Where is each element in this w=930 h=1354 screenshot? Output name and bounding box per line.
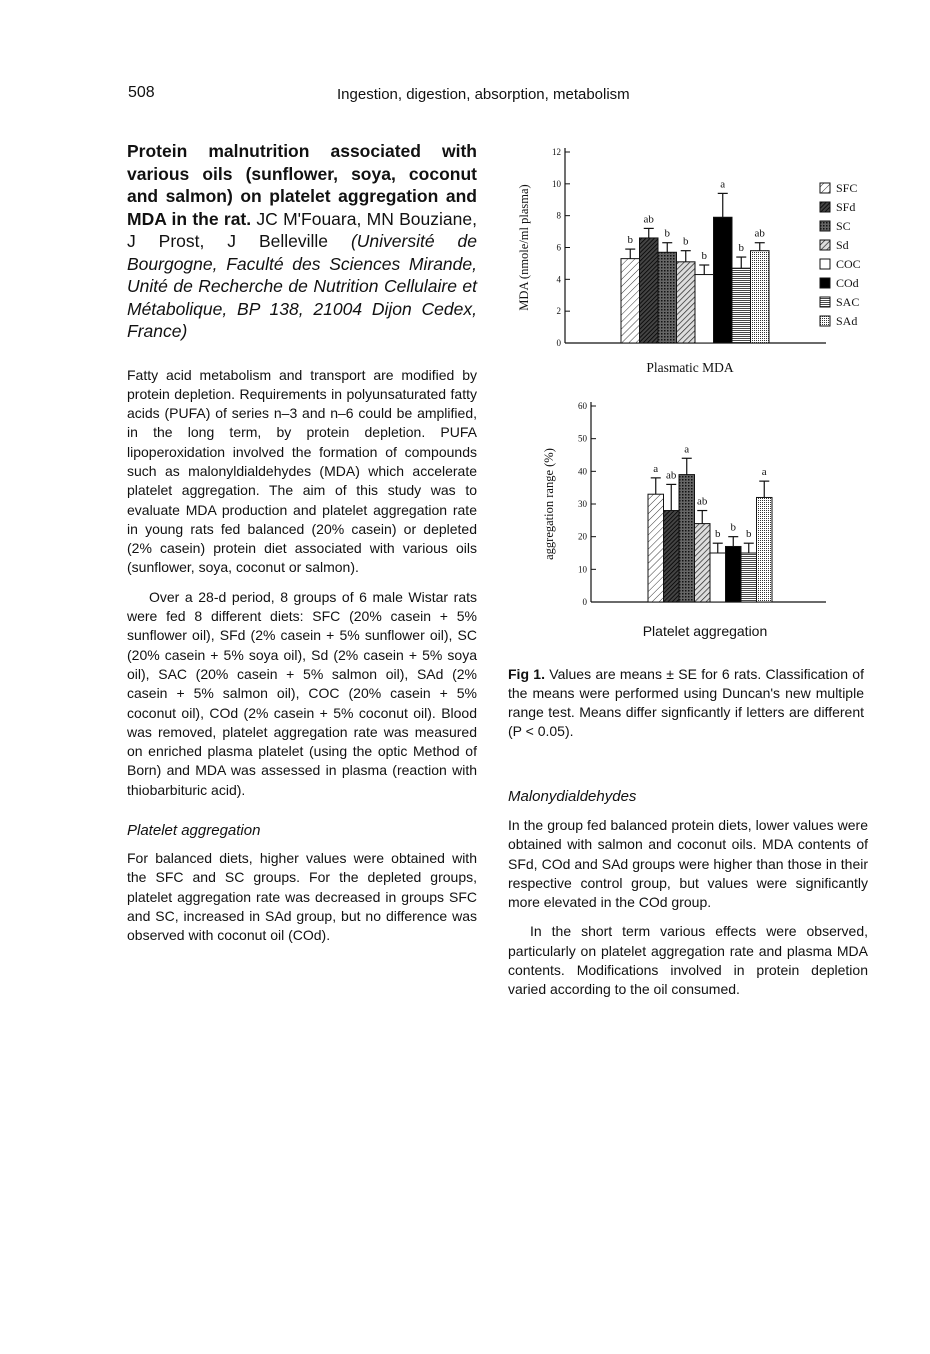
chart-title: Plasmatic MDA [646, 360, 734, 375]
significance-letter: a [720, 178, 726, 191]
mda-paragraph-2: In the short term various effects were observed, particularly on platelet aggregation rate and plasma MDA contents. Modifications involved in protein depletion varied according to the oil consumed. [508, 923, 868, 998]
bar-sd [695, 524, 711, 602]
left-column [127, 140, 477, 946]
article-authors: JC M'Fouara, MN Bouziane, J Prost, J Belleville [127, 208, 477, 251]
bar-sc [658, 252, 677, 343]
significance-letter: b [683, 235, 689, 248]
significance-letter: b [664, 227, 670, 240]
article-title-block [127, 140, 477, 343]
y-tick-label: 8 [556, 210, 561, 221]
y-tick-label: 30 [578, 499, 587, 509]
figure-platelet [508, 392, 868, 647]
legend-label: SFd [836, 200, 856, 214]
legend-swatch [820, 259, 830, 269]
legend-swatch [820, 221, 830, 231]
legend-label: SAC [836, 295, 860, 309]
bar-sfc [621, 259, 640, 343]
significance-letter: b [738, 242, 744, 255]
legend-swatch [820, 316, 830, 326]
bar-sad [751, 251, 770, 343]
figure-caption-text: Values are means ± SE for 6 rats. Classification of the means were performed using Duncan's new multiple range test. Means differ signficantly if letters are different (P < 0.05). [508, 666, 864, 739]
legend-label: SAd [836, 314, 858, 328]
legend-swatch [820, 202, 830, 212]
section-heading-mda: Malonydialdehydes [508, 788, 637, 805]
significance-letter: b [746, 528, 752, 541]
legend-label: SC [836, 219, 851, 233]
y-tick-label: 40 [578, 466, 587, 477]
legend-swatch [820, 278, 830, 288]
y-tick-label: 50 [578, 433, 587, 444]
significance-letter: b [701, 250, 707, 263]
y-axis-title: aggregation range (%) [542, 448, 556, 560]
bar-sd [677, 262, 696, 343]
article-title: Protein malnutrition associated with various oils (sunflower, soya, coconut and salmon) on platelet aggregation and MDA in the rat. [127, 141, 477, 229]
significance-letter: b [730, 521, 736, 534]
y-tick-label: 0 [582, 597, 587, 607]
significance-letter: ab [697, 495, 708, 508]
y-tick-label: 4 [556, 274, 561, 285]
mda-chart-svg [508, 138, 868, 388]
platelet-paragraph: For balanced diets, higher values were obtained with the SFC and SC groups. For the depleted groups, platelet aggregation rate was decreased in groups SFC and SC, increased in SAd group, but no difference was observed with coconut oil (COd). [127, 850, 477, 944]
significance-letter: ab [754, 227, 765, 240]
bar-sac [741, 553, 757, 602]
significance-letter: a [684, 443, 690, 456]
mda-paragraph-1: In the group fed balanced protein diets, lower values were obtained with salmon and coconut oils. MDA contents of SFd, COd and SAd groups were higher than those in their respective control group, but values were significantly more elevated in the COd group. [508, 817, 868, 911]
y-tick-label: 20 [578, 531, 587, 542]
y-tick-label: 2 [556, 306, 561, 317]
bar-sfd [664, 511, 680, 602]
legend-label: COd [836, 276, 859, 290]
methods-paragraph: Over a 28-d period, 8 groups of 6 male Wistar rats were fed 8 different diets: SFC (20% casein + 5% sunflower oil), SFd (2% casein + 5% sunflower oil), SC (20% casein + 5% soya oil), Sd (2% casein + 5% soya oil), SAC (20% casein + 5% salmon oil), SAd (2% casein + 5% salmon oil), COC (20% casein + 5% coconut oil), COd (2% casein + 5% coconut oil). Blood was removed, platelet aggregation rate was measured on enriched plasma platelet (using the optic Method of Born) and MDA was assessed in plasma (reaction with thiobarbituric acid). [127, 588, 477, 798]
significance-letter: ab [643, 213, 654, 226]
bar-cod [714, 217, 733, 343]
y-axis-title: MDA (nmole/ml plasma) [517, 184, 531, 311]
legend-swatch [820, 183, 830, 193]
bar-coc [695, 275, 714, 343]
significance-letter: b [627, 234, 633, 247]
y-tick-label: 6 [556, 242, 561, 253]
running-header: Ingestion, digestion, absorption, metabolism [337, 86, 630, 103]
significance-letter: a [761, 466, 767, 479]
significance-letter: ab [666, 469, 677, 482]
bar-sfd [640, 238, 659, 343]
bar-sac [732, 268, 751, 343]
legend-label: SFC [836, 181, 858, 195]
y-tick-label: 12 [552, 147, 561, 157]
intro-paragraph: Fatty acid metabolism and transport are modified by protein depletion. Requirements in polyunsaturated fatty acids (PUFA) of series n–3 and n–6 could be amplified, in the long term, by protein depletion. PUFA lipoperoxidation involved the formation of compounds such as malonyldialdehydes (MDA) which accelerate platelet aggregation. The aim of this study was to evaluate MDA production and platelet aggregation rate in young rats fed balanced (20% casein) or depleted (2% casein) protein diet associated with various oils (sunflower, soya, coconut or salmon). [127, 366, 477, 576]
figure-caption [508, 665, 864, 741]
platelet-chart-svg [508, 392, 868, 647]
significance-letter: a [653, 462, 659, 475]
y-tick-label: 60 [578, 401, 587, 411]
legend-swatch [820, 240, 830, 250]
bar-sfc [648, 494, 664, 602]
section-heading-platelet: Platelet aggregation [127, 822, 261, 840]
figure-mda [508, 138, 868, 388]
legend-label: Sd [836, 238, 849, 252]
bar-sad [757, 497, 773, 602]
chart-title: Platelet aggregation [642, 623, 768, 639]
legend-label: COC [836, 257, 861, 271]
bar-sc [679, 475, 695, 602]
figure-caption-label: Fig 1. [508, 666, 545, 682]
page-number: 508 [128, 84, 155, 101]
legend-swatch [820, 297, 830, 307]
article-affiliation: (Université de Bourgogne, Faculté des Sciences Mirande, Unité de Recherche de Nutrition Cellulaire et Métabolique, BP 138, 21004 Dijon Cedex, France) [127, 231, 477, 341]
y-tick-label: 0 [556, 338, 561, 348]
bar-coc [710, 553, 726, 602]
significance-letter: b [715, 528, 721, 541]
bar-cod [726, 546, 742, 602]
y-tick-label: 10 [552, 178, 561, 189]
right-column-text [508, 788, 868, 1000]
y-tick-label: 10 [578, 564, 587, 575]
